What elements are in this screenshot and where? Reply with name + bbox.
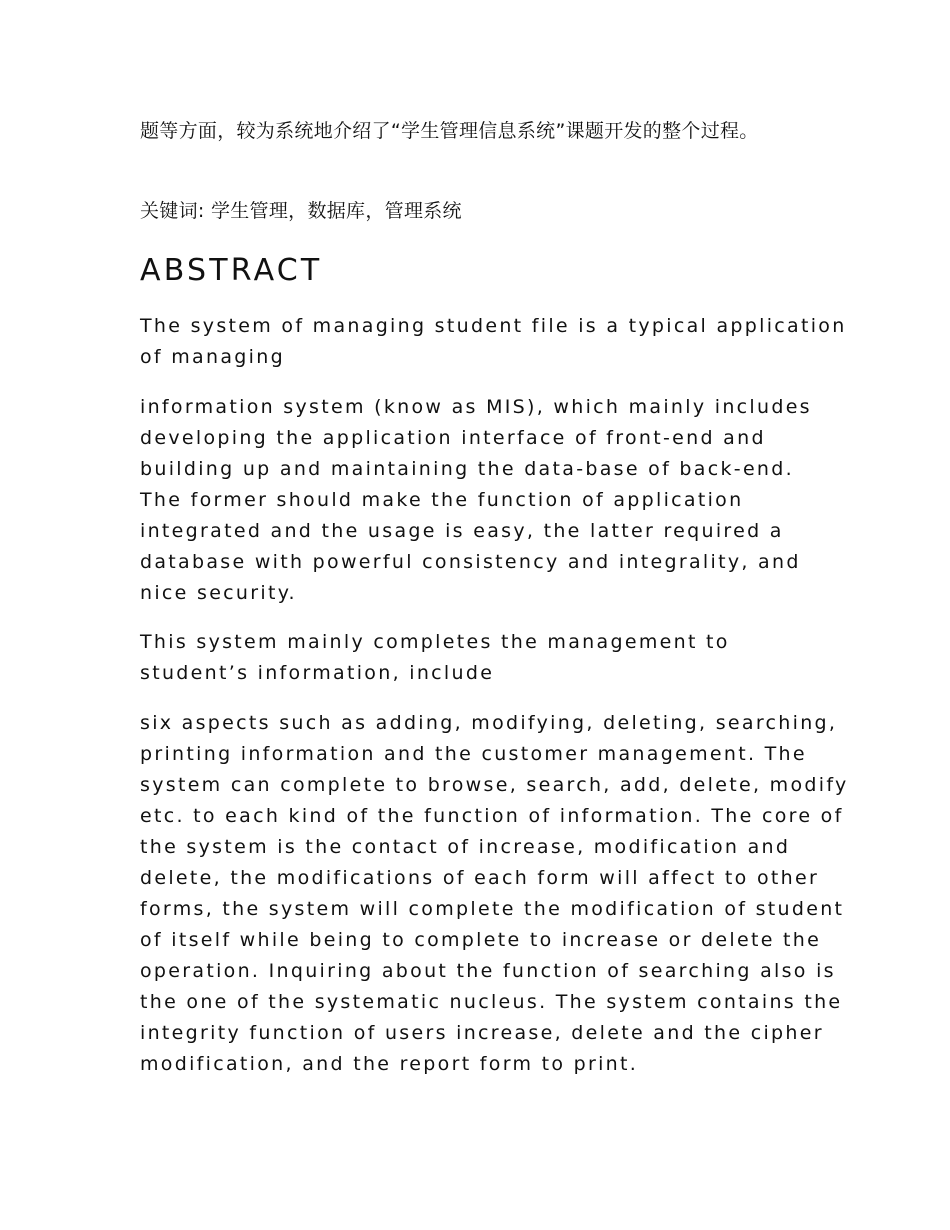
- text-line: printing information and the customer management. The: [140, 743, 807, 765]
- text-line: system can complete to browse, search, add, delete, modify: [140, 774, 849, 796]
- text-line: of managing: [140, 346, 285, 368]
- abstract-paragraph-4: [140, 708, 849, 1080]
- text-line: integrated and the usage is easy, the latter required a: [140, 520, 784, 542]
- text-line: nice security.: [140, 582, 297, 604]
- text-line: forms, the system will complete the modification of student: [140, 898, 845, 920]
- text-line: The former should make the function of application: [140, 489, 744, 511]
- text-line: student’s information, include: [140, 662, 495, 684]
- text-line: modification, and the report form to print.: [140, 1053, 639, 1075]
- abstract-paragraph-3: [140, 627, 830, 689]
- text-line: six aspects such as adding, modifying, deleting, searching,: [140, 712, 838, 734]
- abstract-paragraph-1: [140, 311, 847, 373]
- keywords-label: 关键词:: [140, 200, 205, 222]
- keywords-line: [140, 199, 462, 223]
- intro-text-line: 题等方面，较为系统地介绍了“学生管理信息系统”课题开发的整个过程。: [140, 120, 759, 142]
- text-line: This system mainly completes the management to: [140, 631, 730, 653]
- text-line: The system of managing student file is a typical application: [140, 315, 847, 337]
- abstract-paragraph-2: [140, 392, 830, 609]
- text-line: building up and maintaining the data-base of back-end.: [140, 458, 794, 480]
- text-line: information system (know as MIS), which mainly includes: [140, 396, 812, 418]
- text-line: integrity function of users increase, delete and the cipher: [140, 1022, 824, 1044]
- text-line: the one of the systematic nucleus. The system contains the: [140, 991, 843, 1013]
- text-line: delete, the modifications of each form will affect to other: [140, 867, 820, 889]
- abstract-heading: ABSTRACT: [140, 253, 323, 288]
- keywords-value: 学生管理，数据库，管理系统: [210, 200, 462, 222]
- text-line: of itself while being to complete to increase or delete the: [140, 929, 822, 951]
- text-line: developing the application interface of front-end and: [140, 427, 766, 449]
- text-line: operation. Inquiring about the function of searching also is: [140, 960, 836, 982]
- text-line: etc. to each kind of the function of information. The core of: [140, 805, 844, 827]
- text-line: database with powerful consistency and integrality, and: [140, 551, 801, 573]
- text-line: the system is the contact of increase, modification and: [140, 836, 791, 858]
